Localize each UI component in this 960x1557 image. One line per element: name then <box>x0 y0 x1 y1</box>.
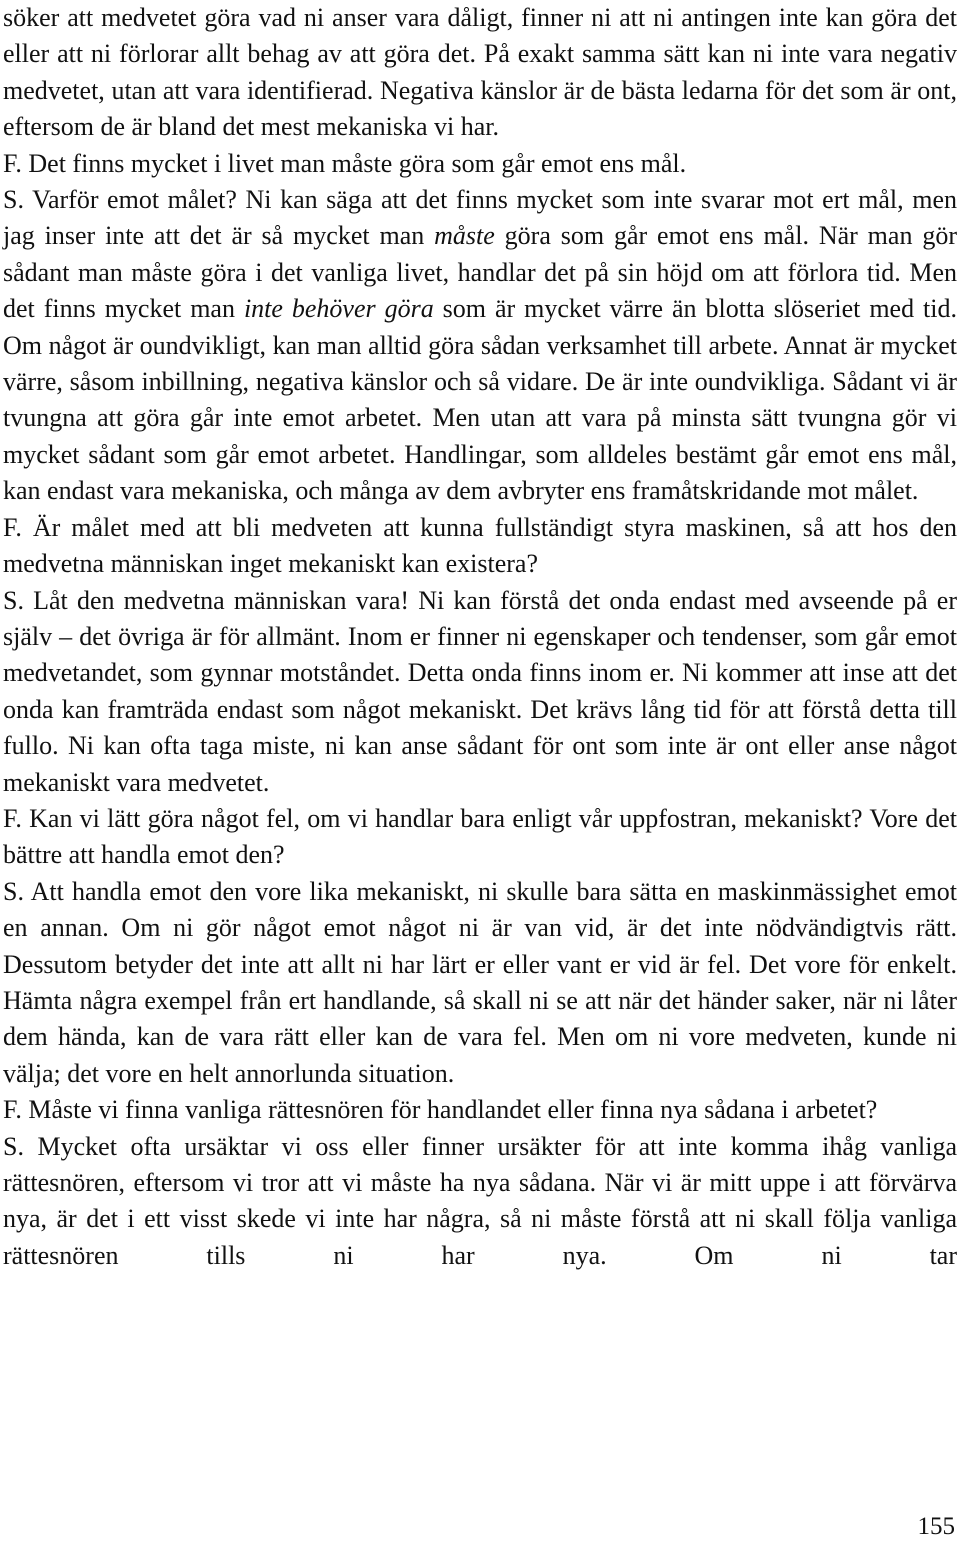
paragraph-question-4 <box>3 1092 957 1128</box>
paragraph-text: söker att medvetet göra vad ni anser vara dåligt, finner ni att ni antingen inte kan göra det eller att ni förlorar allt behag av att göra det. På exakt samma sätt kan ni inte vara negativ medvetet, utan att vara identifierad. Negativa känslor är de bästa ledarna för det som är ont, eftersom de är bland det mest mekaniska vi har. <box>3 3 957 142</box>
paragraph-text: S. Mycket ofta ursäktar vi oss eller finner ursäkter för att inte komma ihåg vanliga rättesnören, eftersom vi tror att vi måste ha nya sådana. När vi är mitt uppe i att förvärva nya, är det i ett visst skede vi inte har några, så ni måste förstå att ni skall följa vanliga rättesnören tills ni har nya. Om ni tar <box>3 1131 957 1270</box>
paragraph-question-1 <box>3 146 957 182</box>
paragraph-text: F. Det finns mycket i livet man måste göra som går emot ens mål. <box>3 148 687 178</box>
paragraph-intro <box>3 0 957 146</box>
paragraph-answer-1 <box>3 182 957 510</box>
paragraph-text: S. Varför emot målet? Ni kan säga att det finns mycket som inte svarar mot ert mål, men jag inser inte att det är så mycket man måste göra som går emot ens mål. När man gör sådant man måste göra i det vanliga livet, handlar det på sin höjd om att förlora tid. Men det finns mycket man inte behöver göra som är mycket värre än blotta slöseriet med tid. Om något är oundvikligt, kan man alltid göra sådan verksamhet till arbete. Annat är mycket värre, såsom inbillning, negativa känslor och så vidare. De är inte oundvikliga. Sådant vi är tvungna att göra går inte emot arbetet. Men utan att vara på minsta sätt tvungna gör vi mycket sådant som går emot arbetet. Handlingar, som alldeles bestämt går emot ens mål, kan endast vara mekaniska, och många av dem avbryter ens framåtskridande mot målet. <box>3 185 957 506</box>
paragraph-text: F. Måste vi finna vanliga rättesnören för handlandet eller finna nya sådana i arbetet? <box>3 1095 878 1125</box>
paragraph-answer-4 <box>3 1129 957 1275</box>
paragraph-question-3 <box>3 801 957 874</box>
paragraph-question-2 <box>3 510 957 583</box>
paragraph-answer-2 <box>3 583 957 801</box>
paragraph-answer-3 <box>3 874 957 1092</box>
page-number: 155 <box>917 1513 955 1540</box>
document-page <box>3 0 957 1557</box>
paragraph-text: F. Kan vi lätt göra något fel, om vi handlar bara enligt vår uppfostran, mekaniskt? Vore det bättre att handla emot den? <box>3 803 957 870</box>
emphasis-text: måste <box>434 221 495 251</box>
emphasis-text: inte behöver göra <box>243 294 434 324</box>
paragraph-text: S. Att handla emot den vore lika mekaniskt, ni skulle bara sätta en maskinmässighet emot en annan. Om ni gör något emot något ni är van vid, är det inte nödvändigtvis rätt. Dessutom betyder det inte att allt ni har lärt er eller vant er vid är fel. Det vore för enkelt. Hämta några exempel från ert handlande, så skall ni se att när det händer saker, när ni låter dem hända, kan de vara rätt eller kan de vara fel. Men om ni vore medveten, kunde ni välja; det vore en helt annorlunda situation. <box>3 876 957 1088</box>
paragraph-text: F. Är målet med att bli medveten att kunna fullständigt styra maskinen, så att hos den medvetna människan inget mekaniskt kan existera? <box>3 512 957 579</box>
body-text <box>3 0 957 1274</box>
paragraph-text: S. Låt den medvetna människan vara! Ni kan förstå det onda endast med avseende på er själv – det övriga är för allmänt. Inom er finner ni egenskaper och tendenser, som går emot medvetandet, som gynnar motståndet. Detta onda finns inom er. Ni kommer att inse att det onda kan framträda endast som något mekaniskt. Det krävs lång tid för att förstå detta till fullo. Ni kan ofta taga miste, ni kan anse sådant för ont som inte är ont eller anse något mekaniskt vara medvetet. <box>3 585 957 797</box>
